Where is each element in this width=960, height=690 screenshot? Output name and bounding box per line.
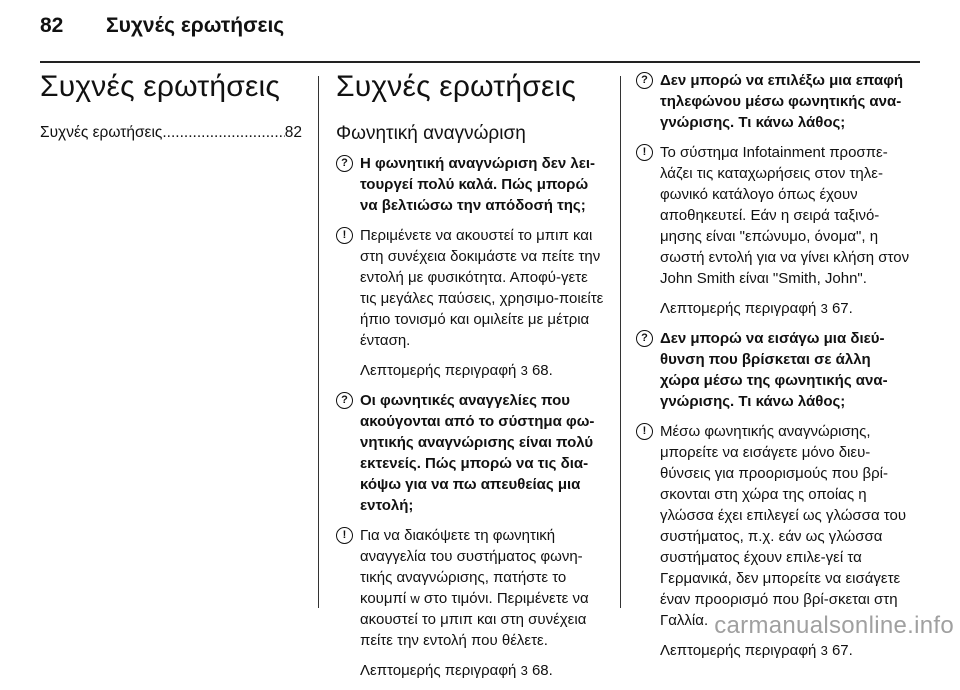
answer-icon: ! [636, 144, 653, 161]
reference-page: 67. [831, 300, 853, 317]
answer-icon: ! [336, 527, 353, 544]
question-text: Δεν μπορώ να επιλέξω μια επαφή τηλεφώνου μέσω φωνητικής ανα-γνώρισης. Τι κάνω λάθος; [660, 72, 904, 131]
question-block [336, 153, 604, 216]
question-icon: ? [336, 155, 353, 172]
column-divider-1 [318, 76, 319, 608]
answer-icon: ! [636, 423, 653, 440]
reference-arrow-icon: 3 [820, 643, 828, 658]
question-icon: ? [336, 392, 353, 409]
answer-block [336, 225, 604, 351]
reference-label: Λεπτομερής περιγραφή [660, 642, 817, 659]
question-text: Δεν μπορώ να εισάγω μια διεύ-θυνση που βρίσκεται σε άλλη χώρα μέσω της φωνητικής ανα-γνώρισης. Τι κάνω λάθος; [660, 330, 888, 410]
content-column-2 [636, 70, 912, 670]
reference-label: Λεπτομερής περιγραφή [660, 300, 817, 317]
reference-arrow-icon: 3 [520, 362, 528, 378]
reference-arrow-icon: 3 [520, 662, 528, 678]
answer-block [636, 142, 912, 289]
toc-leader-dots [162, 123, 284, 143]
steering-voice-button-icon: w [410, 590, 420, 606]
answer-block [336, 525, 604, 651]
answer-text: Μέσω φωνητικής αναγνώρισης, μπορείτε να εισάγετε μόνο διευ-θύνσεις για προορισμούς που βρί-σκονται στη χώρα της οποίας η γλώσσα έχει επιλεγεί ως γλώσσα του συστήματος, π.χ. εάν ως γλώσσα συστήματος έχουν επιλε-γεί τα Γερμανικά, δεν μπορείτε να εισάγετε έναν προορισμό που βρί-σκεται στη Γαλλία. [660, 423, 907, 629]
cross-reference [336, 660, 604, 681]
reference-page: 67. [831, 642, 853, 659]
reference-label: Λεπτομερής περιγραφή [360, 661, 517, 679]
reference-page: 68. [531, 661, 553, 679]
toc-entry[interactable] [40, 123, 302, 143]
reference-label: Λεπτομερής περιγραφή [360, 361, 517, 379]
reference-page: 68. [531, 361, 553, 379]
toc-entry-page: 82 [284, 123, 302, 141]
column-divider-2 [620, 76, 621, 608]
answer-text: Το σύστημα Infotainment προσπε-λάζει τις καταχωρήσεις στον τηλε-φωνικό κατάλογο όπως έχουν αποθηκευτεί. Εάν η σειρά ταξινό-μησης είναι "επώνυμο, όνομα", η σωστή εντολή για να γίνει κλήση στον John Smith είναι "Smith, John". [660, 144, 910, 287]
answer-text-start: Για να διακόψετε τη φωνητική αναγγελία του συστήματος φωνη-τικής αναγνώρισης, πατήστε το κουμπί [360, 526, 583, 607]
answer-block [636, 421, 912, 631]
question-icon: ? [636, 330, 653, 347]
watermark: carmanualsonline.info [714, 612, 954, 639]
reference-arrow-icon: 3 [820, 301, 828, 316]
header-divider [40, 61, 920, 63]
cross-reference [636, 640, 912, 661]
section-title: Συχνές ερωτήσεις [336, 70, 577, 103]
toc-column [40, 70, 302, 143]
question-block [636, 328, 912, 412]
question-icon: ? [636, 72, 653, 89]
content-column-1 [336, 70, 604, 690]
question-block [336, 390, 604, 516]
question-block [636, 70, 912, 133]
answer-text: Περιμένετε να ακουστεί το μπιπ και στη συνέχεια δοκιμάστε να πείτε την εντολή με φυσικότητα. Αποφύ-γετε τις μεγάλες παύσεις, χρησιμο-ποιείτε ήπιο τονισμό και ομιλείτε με μέτρια ένταση. [360, 226, 604, 349]
cross-reference [636, 298, 912, 319]
running-title: Συχνές ερωτήσεις [106, 14, 285, 37]
toc-entry-label: Συχνές ερωτήσεις [40, 123, 163, 141]
question-text: Η φωνητική αναγνώριση δεν λει-τουργεί πολύ καλά. Πώς μπορώ να βελτιώσω την απόδοσή της; [360, 154, 595, 214]
page-number: 82 [40, 14, 64, 37]
subsection-title: Φωνητική αναγνώριση [336, 122, 526, 144]
page-header [40, 14, 920, 48]
question-text: Οι φωνητικές αναγγελίες που ακούγονται από το σύστημα φω-νητικής αναγνώρισης είναι πολύ εκτενείς. Πώς μπορώ να τις δια-κόψω για να πω απευθείας μια εντολή; [360, 391, 595, 514]
answer-icon: ! [336, 227, 353, 244]
cross-reference [336, 360, 604, 381]
chapter-title: Συχνές ερωτήσεις [40, 70, 281, 103]
answer-text-end: στο τιμόνι. Περιμένετε να ακουστεί το μπιπ και στη συνέχεια πείτε την εντολή που θέλετε. [360, 589, 589, 649]
